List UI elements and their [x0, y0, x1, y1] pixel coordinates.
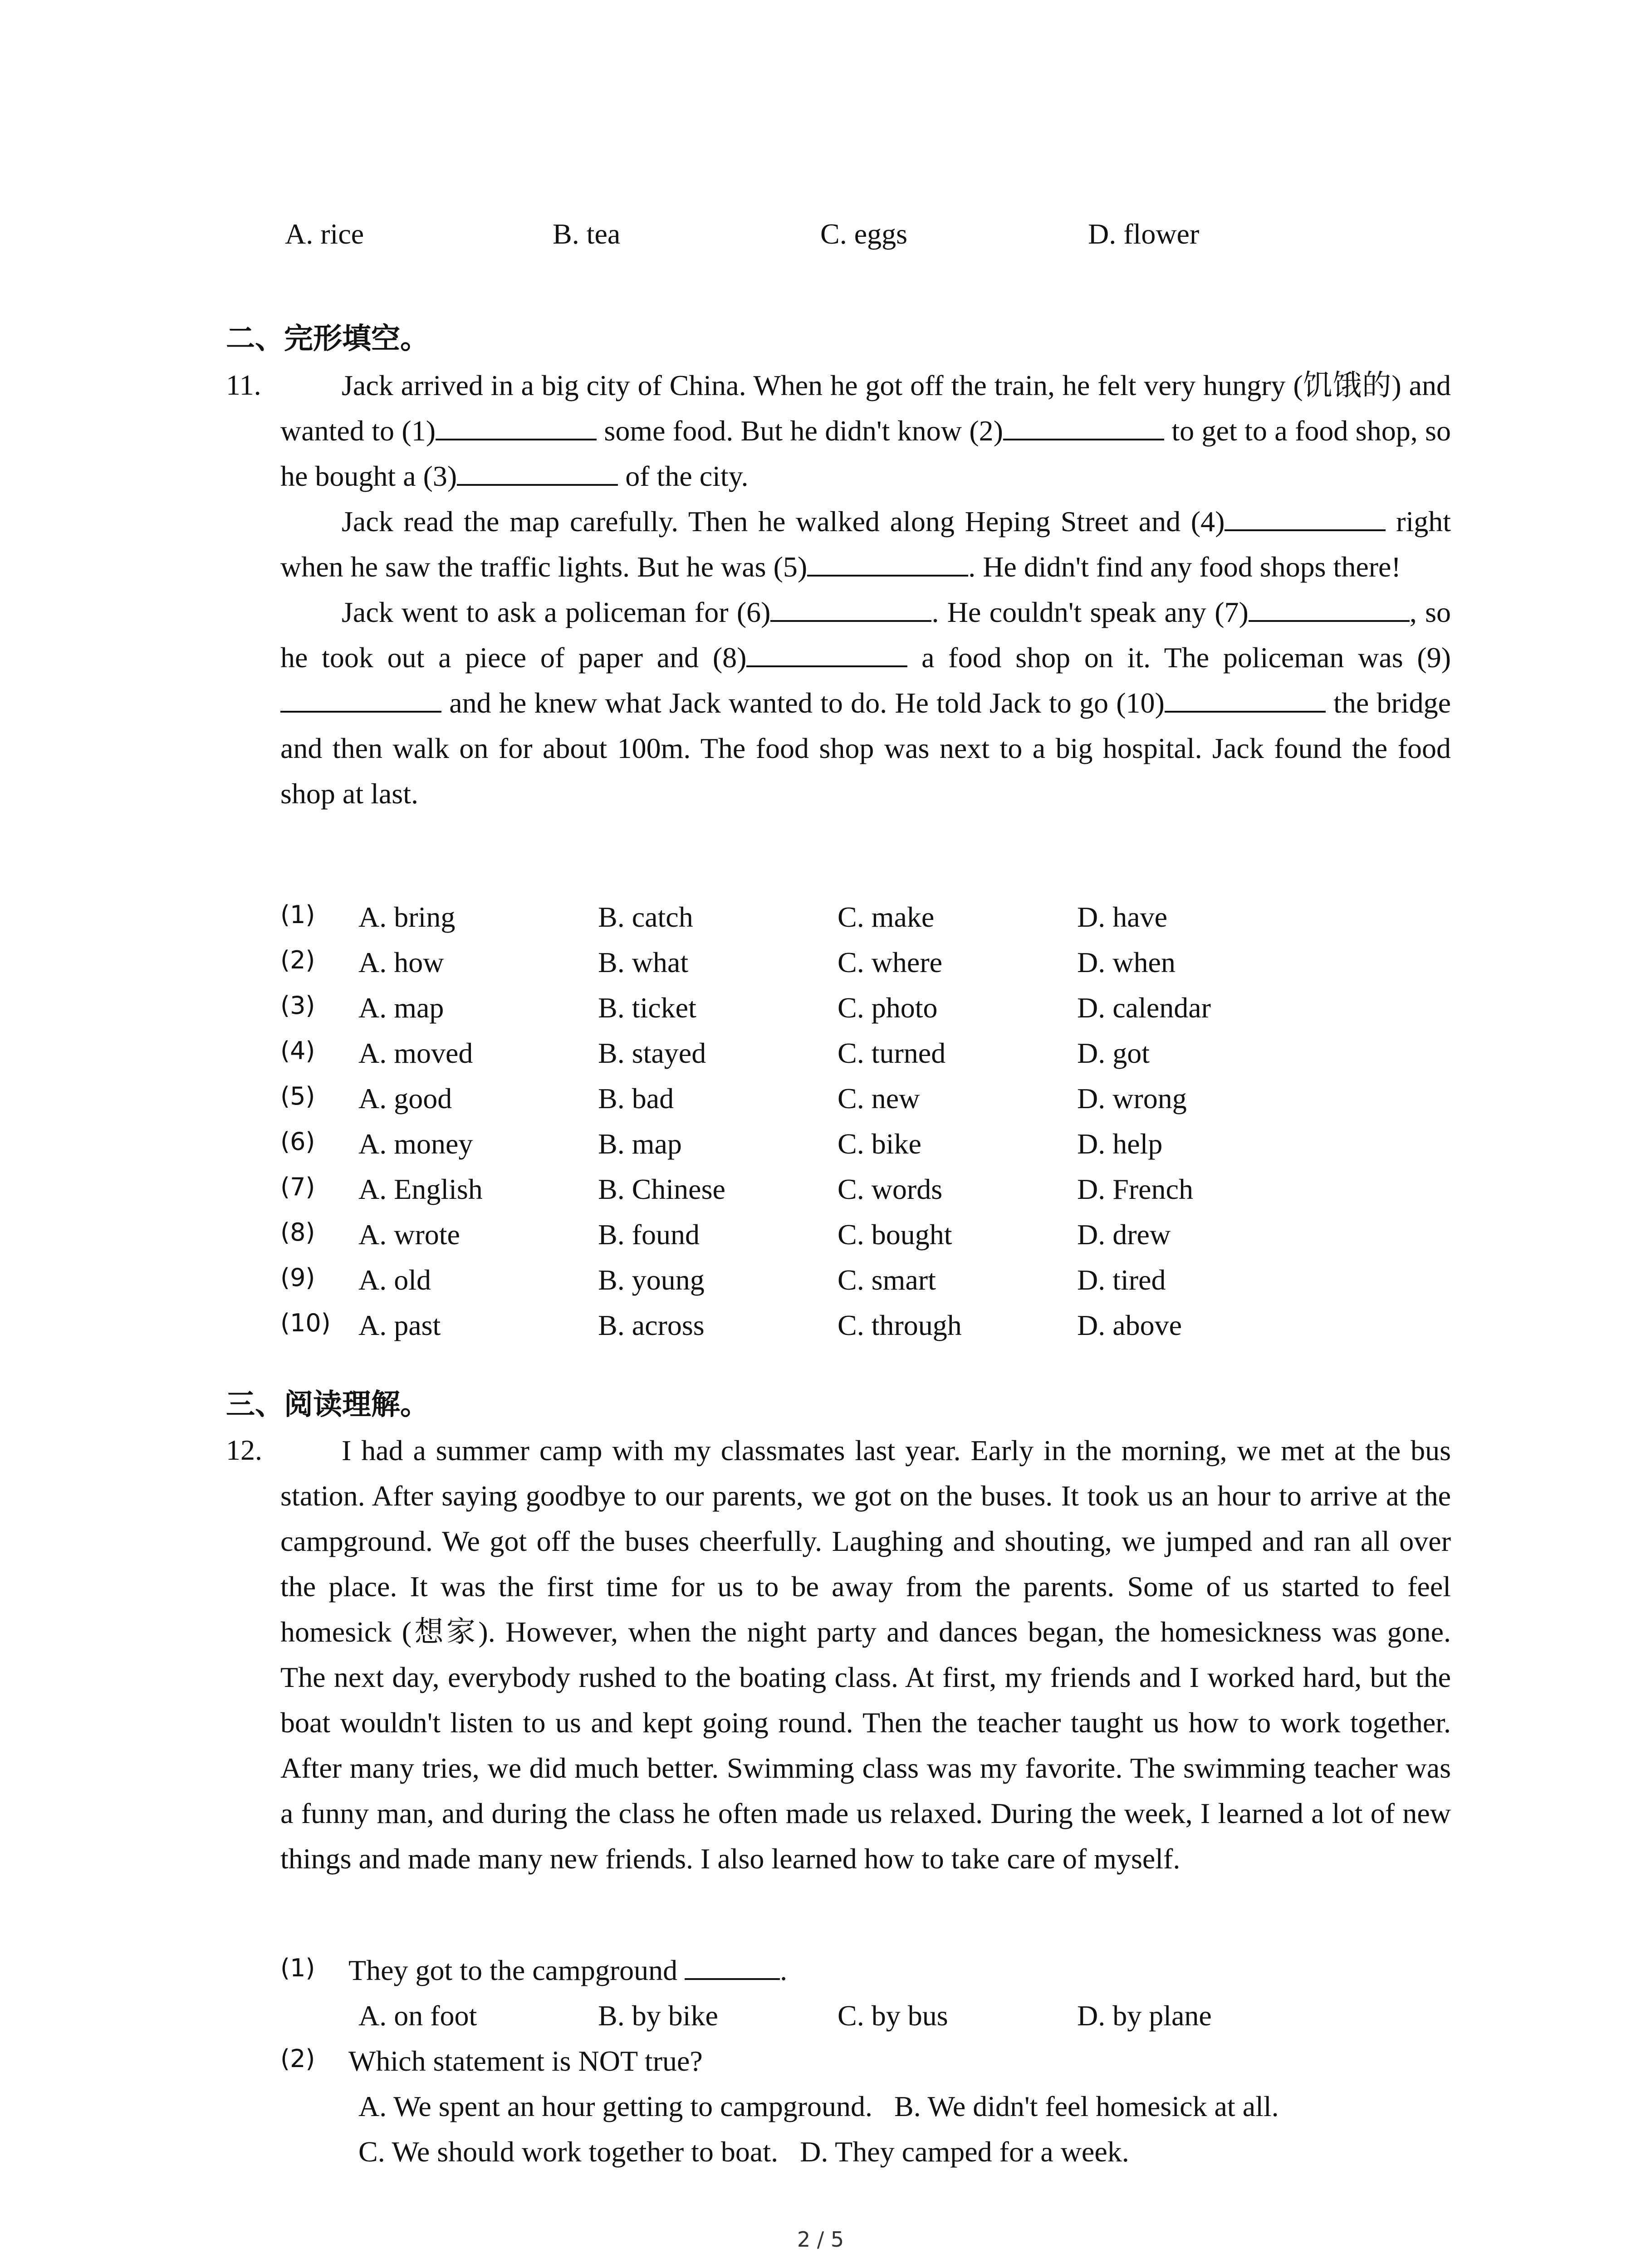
q11-option-b: B. found — [598, 1218, 700, 1251]
q11-option-a: A. money — [358, 1128, 473, 1160]
blank-4 — [1225, 506, 1386, 531]
q11-option-row — [280, 991, 1451, 1036]
q11-option-c: C. bought — [838, 1218, 952, 1251]
q11-option-a: A. bring — [358, 901, 456, 933]
q11-option-c: C. where — [838, 946, 943, 978]
q11-option-d: D. tired — [1077, 1264, 1166, 1296]
q11-option-row — [280, 900, 1451, 946]
q12-sub1-option-b: B. by bike — [598, 1999, 718, 2032]
q11-option-c: C. photo — [838, 992, 938, 1024]
q11-option-b: B. Chinese — [598, 1173, 725, 1205]
q11-option-number: (3) — [280, 991, 315, 1020]
q11-option-c: C. words — [838, 1173, 943, 1205]
q11-option-a: A. moved — [358, 1037, 473, 1069]
q11-option-b: B. stayed — [598, 1037, 706, 1069]
q11-option-row — [280, 1082, 1451, 1127]
q11-option-row — [280, 1263, 1451, 1309]
q12-sub1-number: (1) — [280, 1954, 315, 1982]
section-3-title: 三、阅读理解。 — [226, 1388, 429, 1422]
q12-sub1-option-d: D. by plane — [1077, 1999, 1212, 2032]
q12-sub1-stem: They got to the campground . — [348, 1954, 788, 1986]
section-2-title: 二、完形填空。 — [226, 322, 429, 356]
q12-sub1-option-c: C. by bus — [838, 1999, 948, 2032]
q12-sub2-options-cd: C. We should work together to boat. D. They camped for a week. — [358, 2136, 1129, 2168]
q12-sub2-options-line2 — [280, 2135, 1451, 2180]
q11-option-d: D. have — [1077, 901, 1168, 933]
page-number: 2 / 5 — [797, 2227, 844, 2252]
q11-option-a: A. how — [358, 946, 444, 978]
q11-option-row — [280, 1173, 1451, 1218]
q11-option-number: (1) — [280, 900, 315, 929]
q11-option-c: C. new — [838, 1082, 920, 1114]
q11-option-b: B. across — [598, 1309, 705, 1341]
q11-option-a: A. map — [358, 992, 444, 1024]
q12-sub2-options-ab: A. We spent an hour getting to campground. B. We didn't feel homesick at all. — [358, 2090, 1279, 2122]
question-12-passage — [280, 1428, 1451, 1882]
blank-9 — [280, 687, 441, 713]
q11-option-a: A. old — [358, 1264, 431, 1296]
question-11-passage — [280, 363, 1451, 816]
q11-option-row — [280, 1309, 1451, 1354]
q11-option-number: (5) — [280, 1082, 315, 1110]
q10-option-b: B. tea — [553, 218, 621, 250]
blank-3 — [457, 460, 618, 486]
q11-option-d: D. above — [1077, 1309, 1182, 1341]
q11-option-d: D. when — [1077, 946, 1176, 978]
q12-sub1-stem-row — [280, 1954, 1451, 1999]
question-11-number: 11. — [226, 369, 261, 401]
q11-option-a: A. English — [358, 1173, 483, 1205]
q11-option-b: B. ticket — [598, 992, 696, 1024]
q11-paragraph-1: Jack arrived in a big city of China. When he got off the train, he felt very hungry (饥饿的) and wanted to (1) some food. But he didn't know (2) to get to a food shop, so he bought a (3) of the city. — [280, 369, 1451, 492]
q11-option-a: A. wrote — [358, 1218, 460, 1251]
q10-option-a: A. rice — [285, 218, 364, 250]
q11-option-b: B. bad — [598, 1082, 674, 1114]
question-12-number: 12. — [226, 1434, 262, 1466]
q12-sub2-options-line1 — [280, 2090, 1451, 2135]
q11-option-d: D. French — [1077, 1173, 1193, 1205]
q12-sub2-stem: Which statement is NOT true? — [348, 2045, 703, 2077]
q11-option-row — [280, 1127, 1451, 1173]
q11-option-number: (7) — [280, 1173, 315, 1201]
q12-sub1-option-a: A. on foot — [358, 1999, 477, 2032]
q11-option-b: B. young — [598, 1264, 705, 1296]
q12-sub2-number: (2) — [280, 2044, 315, 2073]
blank-2 — [1003, 415, 1164, 440]
q11-option-c: C. smart — [838, 1264, 936, 1296]
q12-paragraph: I had a summer camp with my classmates last year. Early in the morning, we met at the bus station. After saying goodbye to our parents, we got on the buses. It took us an hour to arrive at the campground. We got off the buses cheerfully. Laughing and shouting, we jumped and ran all over the place. It was the first time for us to be away from the parents. Some of us started to feel homesick (想家). However, when the night party and dances began, the homesickness was gone. The next day, everybody rushed to the boating class. At first, my friends and I worked hard, but the boat wouldn't listen to us and kept going round. Then the teacher taught us how to work together. After many tries, we did much better. Swimming class was my favorite. The swimming teacher was a funny man, and during the class he often made us relaxed. During the week, I learned a lot of new things and made many new friends. I also learned how to take care of myself. — [280, 1434, 1451, 1875]
q11-option-number: (2) — [280, 946, 315, 974]
q11-option-row — [280, 946, 1451, 991]
q11-option-b: B. what — [598, 946, 689, 978]
q11-option-d: D. calendar — [1077, 992, 1211, 1024]
q11-option-c: C. turned — [838, 1037, 946, 1069]
q11-option-b: B. map — [598, 1128, 682, 1160]
blank-6 — [770, 596, 931, 622]
q11-option-c: C. bike — [838, 1128, 921, 1160]
q12-sub1-blank — [685, 1955, 780, 1980]
q11-option-d: D. got — [1077, 1037, 1150, 1069]
blank-7 — [1249, 596, 1410, 622]
q11-paragraph-3: Jack went to ask a policeman for (6) . He couldn't speak any (7) , so he took out a piece of paper and (8) a food shop on it. The policeman was (9) and he knew what Jack wanted to do. He told Jack to go (10) the bridge and then walk on for about 100m. The food shop was next to a big hospital. Jack found the food shop at last. — [280, 596, 1451, 810]
q12-sub1-options — [280, 1999, 1451, 2044]
blank-1 — [436, 415, 597, 440]
q10-option-d: D. flower — [1088, 218, 1200, 250]
q12-sub2-stem-row — [280, 2044, 1451, 2090]
blank-10 — [1165, 687, 1326, 713]
q11-option-number: (9) — [280, 1263, 315, 1292]
q11-option-a: A. good — [358, 1082, 452, 1114]
q11-option-number: (8) — [280, 1218, 315, 1246]
q11-option-d: D. help — [1077, 1128, 1163, 1160]
q11-option-d: D. drew — [1077, 1218, 1171, 1251]
q11-option-row — [280, 1218, 1451, 1263]
q11-option-c: C. make — [838, 901, 935, 933]
q11-option-a: A. past — [358, 1309, 441, 1341]
blank-5 — [807, 551, 968, 577]
q11-option-number: (4) — [280, 1036, 315, 1065]
q11-option-b: B. catch — [598, 901, 693, 933]
q11-option-row — [280, 1036, 1451, 1082]
q11-option-number: (6) — [280, 1127, 315, 1156]
q11-option-number: (10) — [280, 1309, 331, 1337]
q11-option-c: C. through — [838, 1309, 962, 1341]
blank-8 — [746, 642, 907, 667]
q11-option-d: D. wrong — [1077, 1082, 1187, 1114]
q10-option-c: C. eggs — [820, 218, 907, 250]
q11-paragraph-2: Jack read the map carefully. Then he walked along Heping Street and (4) right when he saw the traffic lights. But he was (5) . He didn't find any food shops there! — [280, 505, 1451, 583]
